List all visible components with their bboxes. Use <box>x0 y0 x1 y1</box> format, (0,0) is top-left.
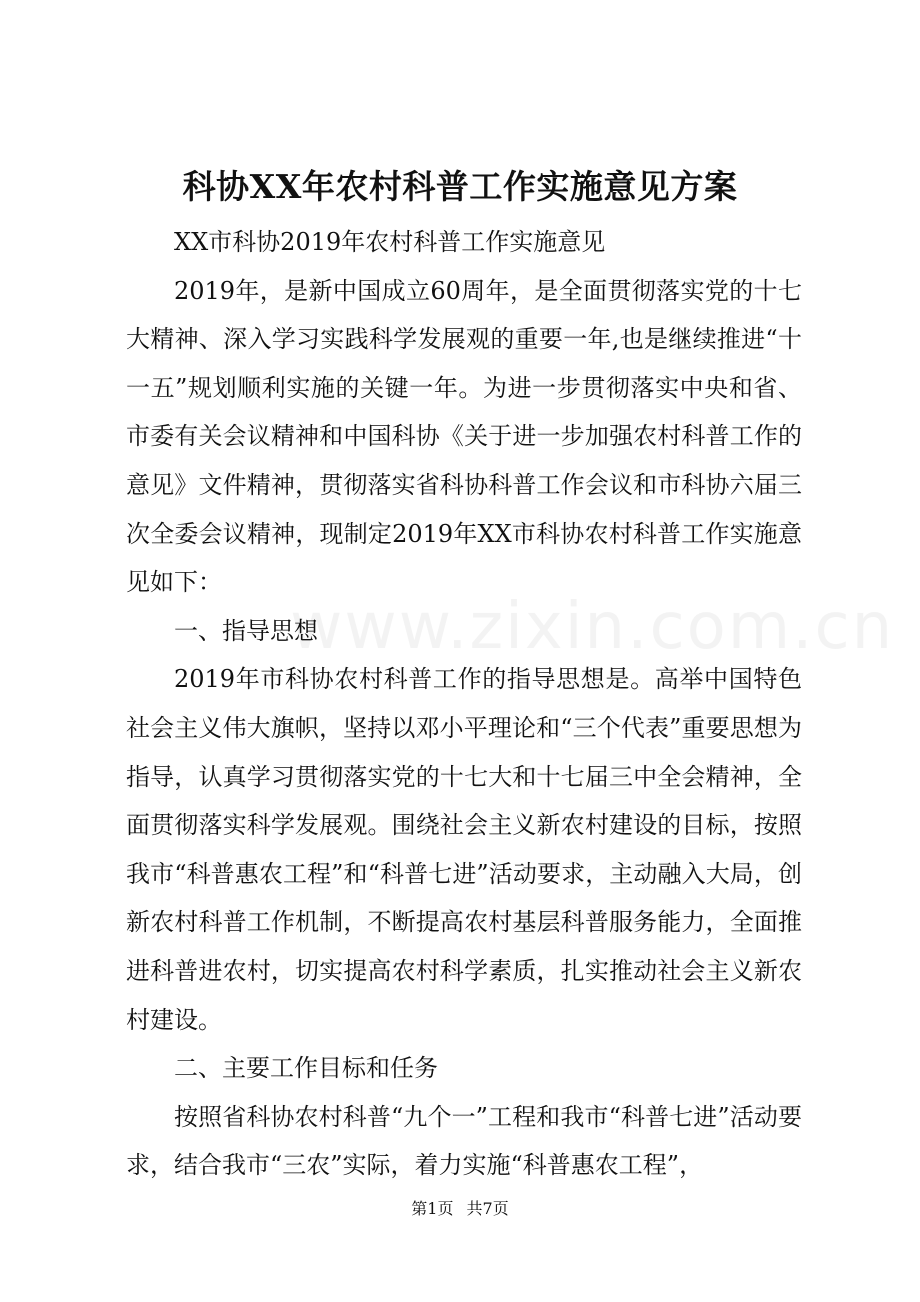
section-heading-guiding-ideology: 一、指导思想 <box>174 616 318 645</box>
section-heading-goals-tasks: 二、主要工作目标和任务 <box>174 1054 438 1083</box>
page-total: 共7页 <box>466 1199 509 1218</box>
guiding-ideology-paragraph: 2019年市科协农村科普工作的指导思想是。高举中国特色社会主义伟大旗帜，坚持以邓小平理论和“三个代表”重要思想为指导，认真学习贯彻落实党的十七大和十七届三中全会精神，全面贯彻落实科学发展观。围绕社会主义新农村建设的目标，按照我市“科普惠农工程”和“科普七进”活动要求，主动融入大局，创新农村科普工作机制，不断提高农村基层科普服务能力，全面推进科普进农村，切实提高农村科学素质，扎实推动社会主义新农村建设。 <box>126 665 802 1034</box>
document-body <box>126 218 802 1190</box>
document-title: 科协XX年农村科普工作实施意见方案 <box>182 167 738 206</box>
page-footer <box>0 1197 920 1221</box>
subtitle-paragraph: XX市科协2019年农村科普工作实施意见 <box>174 228 606 256</box>
watermark: www.zixin.com.cn <box>290 590 895 664</box>
goals-tasks-paragraph: 按照省科协农村科普“九个一”工程和我市“科普七进”活动要求，结合我市“三农”实际，着力实施“科普惠农工程”， <box>126 1102 802 1180</box>
page-number: 第1页 <box>411 1199 454 1218</box>
intro-paragraph: 2019年，是新中国成立60周年，是全面贯彻落实党的十七大精神、深入学习实践科学发展观的重要一年,也是继续推进“十一五”规划顺利实施的关键一年。为进一步贯彻落实中央和省、市委有关会议精神和中国科协《关于进一步加强农村科普工作的意见》文件精神，贯彻落实省科协科普工作会议和市科协六届三次全委会议精神，现制定2019年XX市科协农村科普工作实施意见如下： <box>126 276 802 597</box>
